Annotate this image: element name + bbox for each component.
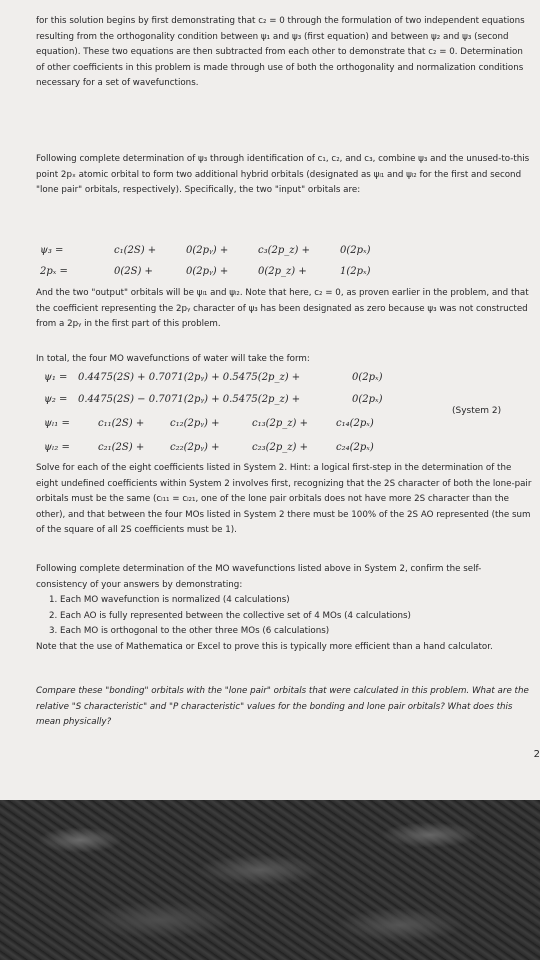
eq-psiL1-term2: c₁₂(2pᵧ) + (170, 418, 220, 429)
eq-psi2-lhs: ψ₂ = (44, 394, 68, 405)
eq-2px-term3: 0(2p_z) + (258, 266, 307, 277)
eq-psiL1-lhs: ψₗ₁ = (44, 418, 70, 429)
eq-psiL2-term3: c₂₃(2p_z) + (252, 442, 309, 453)
eq-psiL2-lhs: ψₗ₂ = (44, 442, 70, 453)
eq-psi3-term4: 0(2pₓ) (340, 245, 371, 256)
eq-psi3-term2: 0(2pᵧ) + (186, 245, 229, 256)
paragraph-mo-intro: In total, the four MO wavefunctions of water will take the form: (36, 354, 310, 364)
paragraph-mathematica-note: Note that the use of Mathematica or Excel to prove this is typically more efficient than a hand calculator. (36, 641, 493, 652)
paragraph-output-orbitals: And the two "output" orbitals will be ψₗ₁ and ψₗ₂. Note that here, c₂ = 0, as proven earlier in the problem, and that the coefficient representing the 2pᵧ character of ψ₃ has been designated as zero because ψ₃ was not constructed from a 2pᵧ in the first part of this problem. (36, 288, 529, 329)
paragraph-intro: for this solution begins by first demonstrating that c₂ = 0 through the formulation of two independent equations resulting from the orthogonality condition between ψ₁ and ψ₃ (first equation) and between ψ₂ and ψ₃ (second equation). These two equations are then subtracted from each other to demonstrate that c₂ = 0. Determination of other coefficients in this problem is made through use of both the orthogonality and normalization conditions necessary for a set of wavefunctions. (36, 16, 525, 88)
eq-psi1-lhs: ψ₁ = (44, 372, 68, 383)
eq-2px-term4: 1(2pₓ) (340, 266, 371, 277)
list-item: 2. Each AO is fully represented between the collective set of 4 MOs (4 calculations) (60, 609, 532, 625)
eq-psi3-term1: c₁(2S) + (114, 245, 157, 256)
eq-psiL2-term1: c₂₁(2S) + (98, 442, 145, 453)
list-item: 1. Each MO wavefunction is normalized (4 calculations) (60, 593, 532, 609)
self-consistency-section (36, 562, 532, 655)
background-fabric-photo (0, 800, 540, 960)
eq-2px-term1: 0(2S) + (114, 266, 153, 277)
eq-psi1-term4: 0(2pₓ) (352, 372, 383, 383)
eq-psiL2-term4: c₂₄(2pₓ) (336, 442, 374, 453)
eq-2px-lhs: 2pₓ = (40, 266, 68, 277)
eq-psi1-terms: 0.4475(2S) + 0.7071(2pᵧ) + 0.5475(2p_z) + (78, 372, 301, 383)
paragraph-hint: Solve for each of the eight coefficients listed in System 2. Hint: a logical first-step in the determination of the eight undefined coefficients within System 2 involves first, recognizing that the 2S character of both the lone-pair orbitals must be the same (cₗ₁₁ = cₗ₂₁, one of the lone pair orbitals does not have more 2S character than the other), and that between the four MOs listed in System 2 there must be 100% of the 2S AO represented (the sum of the square of all 2S coefficients must be 1). (36, 463, 532, 535)
calculation-list (36, 593, 532, 640)
eq-psiL2-term2: c₂₂(2pᵧ) + (170, 442, 220, 453)
eq-psi2-terms: 0.4475(2S) − 0.7071(2pᵧ) + 0.5475(2p_z) + (78, 394, 301, 405)
eq-psiL1-term4: c₁₄(2pₓ) (336, 418, 374, 429)
eq-psiL1-term1: c₁₁(2S) + (98, 418, 145, 429)
system-2-label: (System 2) (452, 406, 502, 416)
eq-psi3-term3: c₃(2p_z) + (258, 245, 311, 256)
paragraph-compare-orbitals: Compare these "bonding" orbitals with the "lone pair" orbitals that were calculated in this problem. What are the relative "S characteristic" and "P characteristic" values for the bonding and lone pair orbitals? What does this mean physically? (36, 686, 529, 727)
paragraph-lone-pair-setup: Following complete determination of ψ₃ through identification of c₁, c₂, and c₃, combine ψ₃ and the unused-to-this point 2pₓ atomic orbital to form two additional hybrid orbitals (designated as ψₗ₁ and ψₗ₂ for the first and second "lone pair" orbitals, respectively). Specifically, the two "input" orbitals are: (36, 154, 530, 195)
page-number-fragment: 2 (533, 749, 540, 760)
eq-psi3-lhs: ψ₃ = (40, 245, 64, 256)
paragraph-self-consistency: Following complete determination of the MO wavefunctions listed above in System 2, confirm the self-consistency of your answers by demonstrating: (36, 564, 482, 590)
eq-2px-term2: 0(2pᵧ) + (186, 266, 229, 277)
eq-psiL1-term3: c₁₃(2p_z) + (252, 418, 309, 429)
list-item: 3. Each MO is orthogonal to the other three MOs (6 calculations) (60, 624, 532, 640)
eq-psi2-term4: 0(2pₓ) (352, 394, 383, 405)
